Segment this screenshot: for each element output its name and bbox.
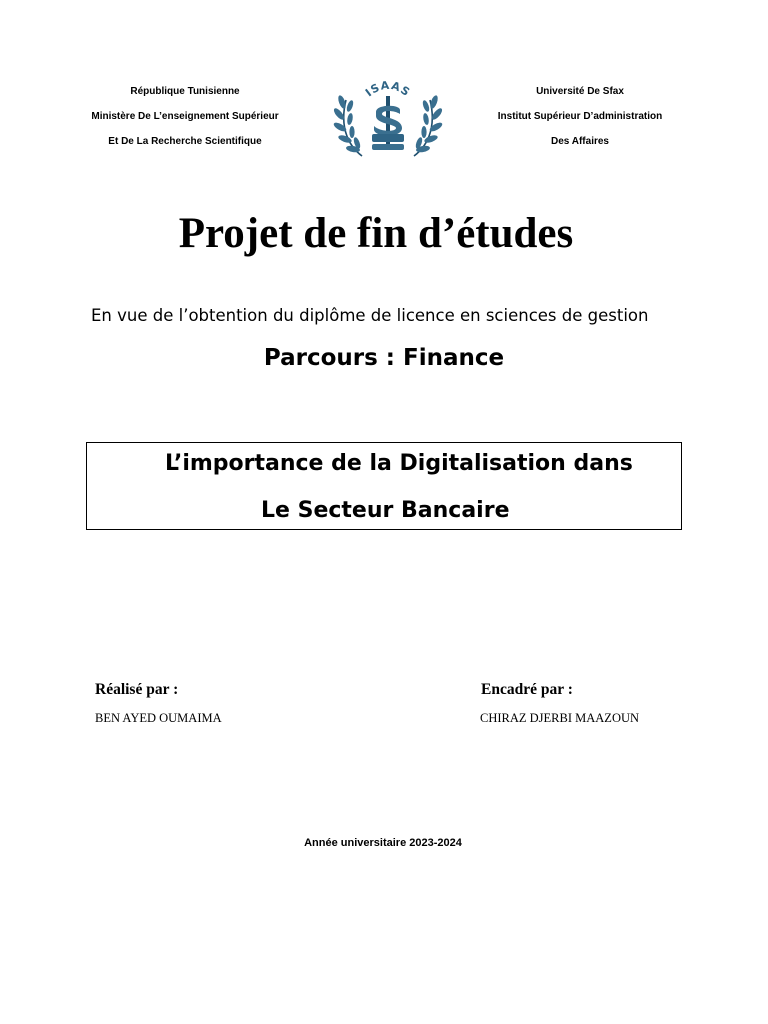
page-title: Projet de fin d’études	[178, 210, 574, 257]
header-university: Université De Sfax	[536, 86, 624, 97]
svg-text:ISAAS: ISAAS	[363, 78, 413, 100]
isaas-logo	[332, 78, 444, 160]
supervisor-label: Encadré par :	[481, 681, 573, 698]
header-country: République Tunisienne	[130, 86, 240, 97]
author-label: Réalisé par :	[95, 681, 179, 698]
track-label: Parcours : Finance	[263, 345, 505, 371]
header-institute: Institut Supérieur D’administration	[497, 111, 663, 122]
header-ministry-research: Et De La Recherche Scientifique	[108, 136, 262, 147]
topic-line-2: Le Secteur Bancaire	[261, 498, 510, 523]
academic-year: Année universitaire 2023-2024	[304, 837, 462, 849]
degree-subtitle: En vue de l’obtention du diplôme de licence en sciences de gestion	[91, 306, 649, 325]
topic-box	[86, 442, 682, 530]
supervisor-name: CHIRAZ DJERBI MAAZOUN	[480, 711, 640, 725]
header-ministry: Ministère De L’enseignement Supérieur	[91, 111, 279, 122]
topic-line-1: L’importance de la Digitalisation dans	[165, 451, 633, 476]
header-institute-cont: Des Affaires	[551, 136, 609, 147]
author-name: BEN AYED OUMAIMA	[95, 711, 222, 725]
